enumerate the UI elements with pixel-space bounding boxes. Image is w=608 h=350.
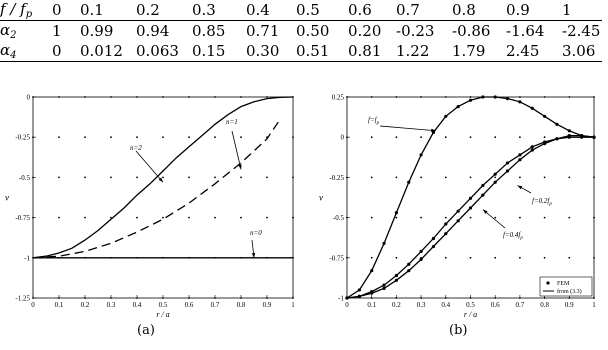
table-cell: 0 [52, 0, 80, 21]
grid-dot [396, 177, 398, 179]
grid-dot [84, 136, 86, 138]
table-cell: -0.86 [452, 22, 491, 40]
grid-dot [188, 217, 190, 219]
grid-dot [188, 177, 190, 179]
annotation-arrow [136, 151, 163, 182]
grid-dot [568, 217, 570, 219]
x-tick-label: 0.3 [416, 301, 426, 309]
y-tick-label: 0.25 [331, 93, 344, 102]
grid-dot [519, 217, 521, 219]
table-cell: 0.2 [136, 0, 192, 21]
grid-dot [136, 136, 138, 138]
legend-marker [546, 281, 549, 284]
grid-dot [371, 217, 373, 219]
caption-a: (a) [137, 323, 155, 338]
table-cell: 3.06 [562, 41, 602, 62]
grid-dot [420, 177, 422, 179]
grid-dot [371, 257, 373, 259]
table-cell: 0.51 [296, 41, 348, 62]
table-cell: 0.063 [136, 41, 192, 62]
grid-dot [568, 257, 570, 259]
x-tick-label: 0.3 [106, 301, 116, 309]
legend-entry: FEM [557, 281, 570, 287]
table-cell: 0.71 [246, 22, 280, 40]
grid-dot [519, 177, 521, 179]
grid-dot [162, 177, 164, 179]
x-tick-label: 0.8 [540, 301, 549, 309]
grid-dot [494, 257, 496, 259]
grid-dot [214, 217, 216, 219]
arrowhead [517, 185, 522, 189]
x-tick-label: 1 [291, 301, 295, 309]
grid-dot [544, 136, 546, 138]
grid-dot [519, 257, 521, 259]
grid-dot [396, 217, 398, 219]
annotation-subscript: p [549, 202, 552, 207]
grid-dot [84, 177, 86, 179]
grid-dot [544, 217, 546, 219]
row-label: f / $f_p$ [0, 0, 52, 21]
grid-dot [494, 177, 496, 179]
grid-dot [519, 136, 521, 138]
caption-b: (b) [449, 323, 468, 338]
table-cell: 0.30 [246, 41, 296, 62]
x-tick-label: 0.8 [236, 301, 246, 309]
grid-dot [445, 217, 447, 219]
grid-dot [470, 136, 472, 138]
y-tick-label: -0.75 [15, 214, 30, 223]
annotation-label: n=0 [250, 229, 262, 237]
table-cell: 0.81 [348, 41, 396, 62]
grid-dot [470, 257, 472, 259]
grid-dot [420, 136, 422, 138]
y-tick-label: -0.25 [15, 133, 30, 142]
table-cell: 0.7 [396, 0, 452, 21]
y-tick-label: -0.25 [329, 173, 344, 182]
grid-dot [445, 136, 447, 138]
grid-dot [110, 136, 112, 138]
x-axis-label: r / a [463, 310, 478, 319]
grid-dot [58, 177, 60, 179]
y-tick-label: -0.5 [332, 214, 344, 223]
x-tick-label: 0.5 [158, 301, 168, 309]
table-cell: 0.20 [348, 22, 382, 40]
grid-dot [266, 217, 268, 219]
x-tick-label: 0.9 [262, 301, 272, 309]
table-cell: 0.3 [192, 0, 246, 21]
grid-dot [420, 217, 422, 219]
grid-dot [445, 257, 447, 259]
table-cell: 0.99 [80, 22, 114, 40]
grid-dot [494, 217, 496, 219]
table-cell: 0 [52, 41, 80, 62]
grid-dot [240, 136, 242, 138]
plot-frame [33, 97, 293, 298]
grid-dot [371, 177, 373, 179]
table-cell: -1.64 [506, 22, 545, 40]
table-cell: 1.22 [396, 41, 452, 62]
grid-dot [84, 217, 86, 219]
table-cell: 0.6 [348, 0, 396, 21]
table-cell: 0.50 [296, 22, 330, 40]
grid-dot [162, 136, 164, 138]
annotation-label: $f=0.2f_p$ [532, 197, 552, 207]
grid-dot [396, 136, 398, 138]
table-cell: 0.9 [506, 0, 562, 21]
grid-dot [188, 136, 190, 138]
x-tick-label: 0.2 [392, 301, 401, 309]
x-axis-label: r / a [156, 310, 170, 319]
table-cell: 1 [52, 22, 62, 40]
grid-dot [58, 136, 60, 138]
x-tick-label: 0.6 [490, 301, 500, 309]
legend-entry: from (3.3) [557, 289, 582, 295]
y-tick-label: -1 [338, 294, 344, 303]
table-cell: 0.012 [80, 41, 136, 62]
x-tick-label: 0.6 [184, 301, 194, 309]
x-tick-label: 0 [31, 301, 35, 309]
table-cell: 0.5 [296, 0, 348, 21]
y-tick-label: -0.5 [18, 173, 30, 182]
x-tick-label: 0.5 [466, 301, 475, 309]
y-tick-label: 0 [26, 93, 30, 102]
grid-dot [445, 177, 447, 179]
table-cell: 2.45 [506, 41, 562, 62]
y-tick-label: 0 [340, 133, 344, 142]
grid-dot [266, 177, 268, 179]
y-tick-label: -0.75 [329, 254, 344, 263]
row-label: $\alpha_4$ [0, 41, 52, 62]
x-tick-label: 1 [592, 301, 596, 309]
table-cell: 1.79 [452, 41, 506, 62]
grid-dot [470, 217, 472, 219]
table-cell: -0.23 [396, 22, 435, 40]
table-cell: 0.85 [192, 22, 226, 40]
table-cell: 1 [562, 0, 602, 21]
x-tick-label: 0 [345, 301, 349, 309]
x-tick-label: 0.1 [54, 301, 64, 309]
annotation-arrow [380, 126, 436, 131]
grid-dot [396, 257, 398, 259]
row-label: $\alpha_2$ [0, 21, 17, 41]
x-tick-label: 0.4 [132, 301, 142, 309]
chart-panel-a [5, 94, 295, 320]
y-axis-label: v [319, 192, 323, 203]
x-tick-label: 0.7 [515, 301, 525, 309]
x-tick-label: 0.9 [564, 301, 574, 309]
grid-dot [214, 177, 216, 179]
grid-dot [136, 217, 138, 219]
annotation-arrow [232, 131, 241, 169]
grid-dot [110, 177, 112, 179]
grid-dot [136, 177, 138, 179]
annotation-subscript: p [376, 121, 380, 126]
series-line [33, 120, 280, 258]
x-tick-label: 0.4 [441, 301, 451, 309]
grid-dot [544, 257, 546, 259]
annotation-label: n=1 [226, 118, 238, 126]
chart-panel-b [319, 94, 596, 320]
x-tick-label: 0.2 [80, 301, 90, 309]
grid-dot [568, 177, 570, 179]
grid-dot [214, 136, 216, 138]
grid-dot [470, 177, 472, 179]
grid-dot [371, 136, 373, 138]
annotation-label: n=2 [130, 144, 142, 152]
table-cell: 0.4 [246, 0, 296, 21]
annotation-subscript: p [520, 236, 523, 241]
grid-dot [544, 177, 546, 179]
arrowhead [252, 253, 255, 258]
table-cell: 0.1 [80, 0, 136, 21]
grid-dot [58, 217, 60, 219]
grid-dot [494, 136, 496, 138]
x-tick-label: 0.7 [210, 301, 220, 309]
annotation-label: $f=f_p$ [368, 116, 380, 126]
grid-dot [162, 217, 164, 219]
grid-dot [240, 177, 242, 179]
annotation-label: $f=0.4f_p$ [503, 231, 523, 241]
y-tick-label: -1 [24, 254, 30, 263]
chart-legend [540, 277, 592, 296]
y-axis-label: v [5, 192, 9, 203]
grid-dot [240, 217, 242, 219]
table-cell: -2.45 [562, 22, 601, 40]
x-tick-label: 0.1 [367, 301, 377, 309]
y-tick-label: -1.25 [15, 294, 30, 303]
table-cell: 0.8 [452, 0, 506, 21]
table-cell: 0.94 [136, 22, 170, 40]
table-cell: 0.15 [192, 41, 246, 62]
